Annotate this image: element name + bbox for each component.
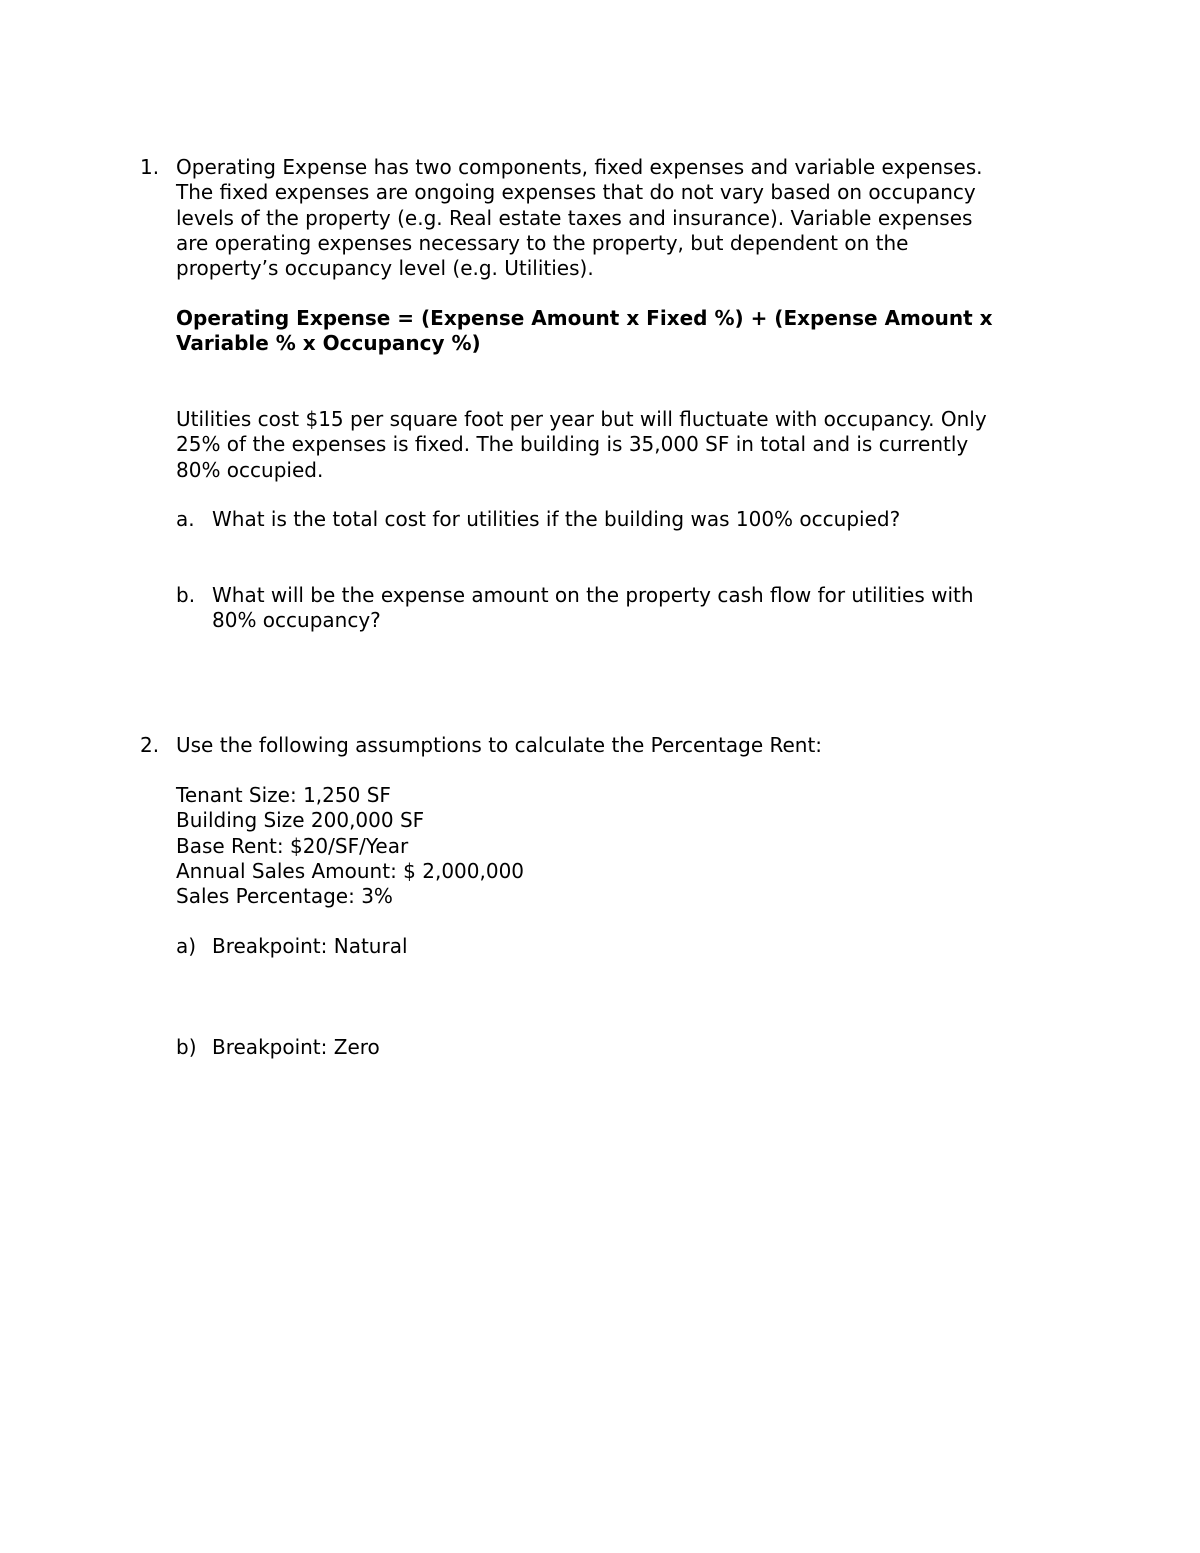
question-1b-marker: b. [176,583,196,607]
question-1a-line: What is the total cost for utilities if the building was 100% occupied? [212,507,901,531]
formula-line: Variable % x Occupancy %) [176,331,481,356]
assumption-item: Tenant Size: 1,250 SF [176,783,391,807]
utilities-scenario [176,407,1076,483]
question-2a-text [212,934,1072,959]
assumption-item: Annual Sales Amount: $ 2,000,000 [176,858,525,883]
question-1-intro-line: are operating expenses necessary to the property, but dependent on the [176,230,909,255]
assumption-item: Sales Percentage: 3% [176,884,393,909]
question-2a-marker: a) [176,934,197,958]
operating-expense-formula [176,306,1076,357]
question-1-intro-line: levels of the property (e.g. Real estate taxes and insurance). Variable expenses [176,205,973,230]
question-1a-text [212,507,1072,532]
question-2b-text [212,1035,1072,1060]
assumption-item: Base Rent: $20/SF/Year [176,833,409,858]
scenario-line: 25% of the expenses is fixed. The building is 35,000 SF in total and is currently [176,432,969,457]
question-2-intro [176,733,1076,758]
assumption-item: Building Size 200,000 SF [176,808,425,833]
formula-line: Operating Expense = (Expense Amount x Fixed %) + (Expense Amount x [176,306,993,330]
question-1-intro [176,155,1076,281]
question-1-intro-line: The fixed expenses are ongoing expenses that do not vary based on occupancy [176,180,976,205]
question-1b-line: 80% occupancy? [212,608,381,633]
assumptions-list [176,783,1076,909]
question-1b-line: What will be the expense amount on the property cash flow for utilities with [212,583,974,607]
scenario-line: Utilities cost $15 per square foot per year but will fluctuate with occupancy. Only [176,407,987,431]
question-1-intro-line: Operating Expense has two components, fixed expenses and variable expenses. [176,155,983,179]
question-2a-line: Breakpoint: Natural [212,934,408,958]
question-2-number: 2. [140,733,160,757]
scenario-line: 80% occupied. [176,457,324,482]
question-2b-marker: b) [176,1035,197,1059]
question-2b-line: Breakpoint: Zero [212,1035,380,1059]
question-1-intro-line: property’s occupancy level (e.g. Utilities). [176,256,594,281]
question-1b-text [212,583,1072,634]
question-1-number: 1. [140,155,160,179]
question-2-intro-line: Use the following assumptions to calculate the Percentage Rent: [176,733,823,757]
question-1a-marker: a. [176,507,195,531]
